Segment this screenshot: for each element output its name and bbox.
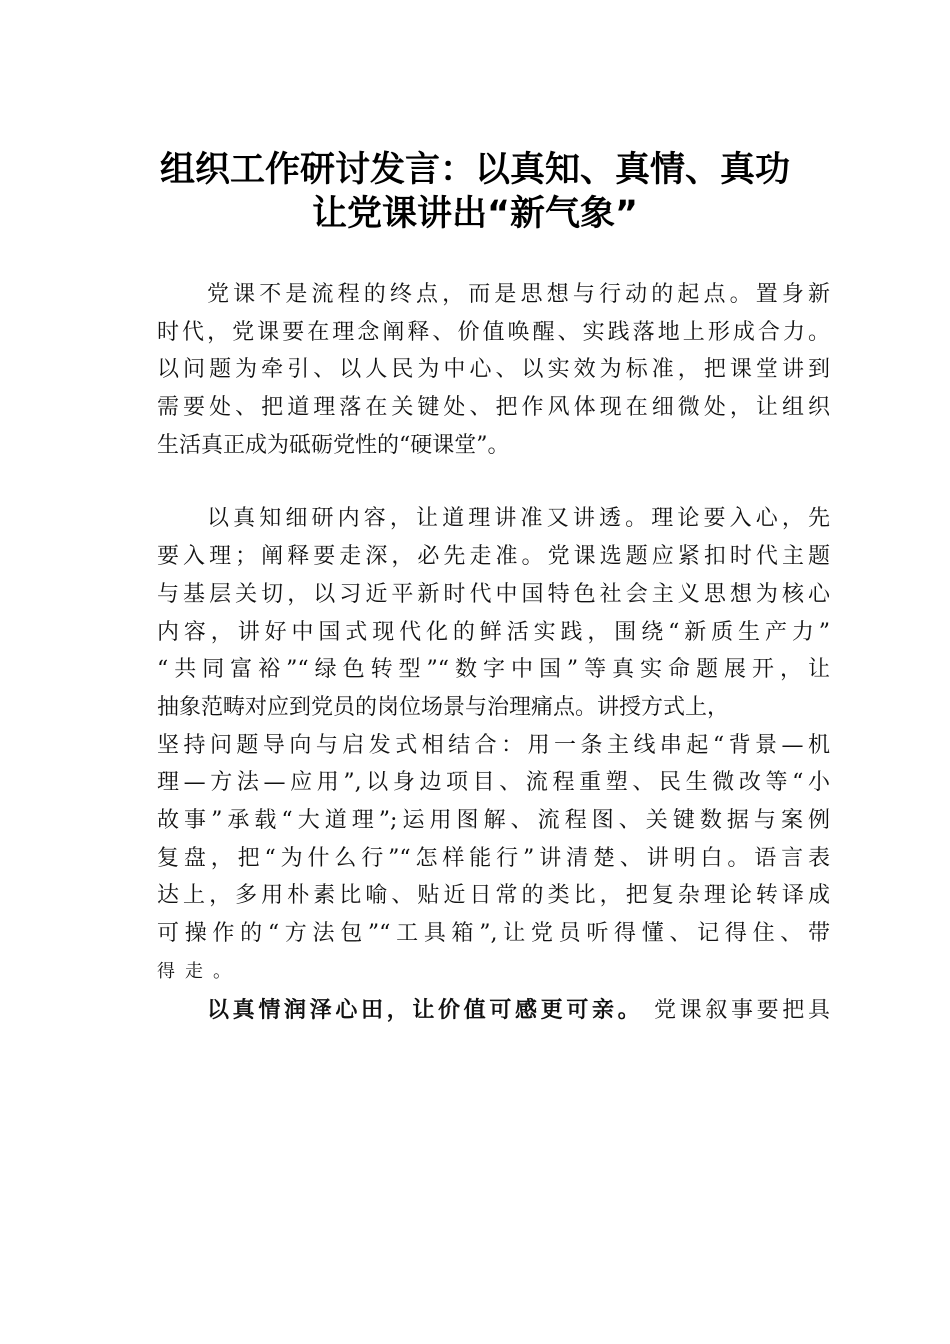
text-line (157, 992, 830, 1030)
paragraph-text: 党课叙事要把具 (653, 998, 830, 1024)
paragraph-3 (157, 992, 830, 1030)
document-title-line-2: 让党课讲出“新气象” (311, 194, 638, 234)
text-line: 与基层关切，以习近平新时代中国特色社会主义思想为核心 (157, 581, 830, 607)
text-line: 得走。 (157, 960, 241, 982)
text-line: “共同富裕”“绿色转型”“数字中国”等真实命题展开，让 (157, 657, 830, 683)
document-title-line-1: 组织工作研讨发言：以真知、真情、真功 (159, 150, 790, 190)
text-line: 内容，讲好中国式现代化的鲜活实践，围绕“新质生产力” (157, 619, 830, 645)
paragraph-2 (157, 500, 830, 990)
text-line: 以真知细研内容，让道理讲准又讲透。理论要入心，先 (207, 506, 830, 532)
text-line: 需要处、把道理落在关键处、把作风体现在细微处，让组织 (157, 395, 830, 421)
text-line: 故事”承载“大道理”;运用图解、流程图、关键数据与案例 (157, 807, 830, 833)
text-line: 生活真正成为砥砺党性的“硬课堂”。 (157, 432, 510, 458)
text-line: 要入理；阐释要走深，必先走准。党课选题应紧扣时代主题 (157, 544, 830, 570)
bold-lead-sentence: 以真情润泽心田，让价值可感更可亲。 (207, 997, 644, 1024)
text-line: 抽象范畴对应到党员的岗位场景与治理痛点。讲授方式上， (157, 694, 730, 720)
paragraph-1 (157, 276, 830, 464)
document-body (157, 276, 830, 1066)
text-line: 坚持问题导向与启发式相结合：用一条主线串起“背景—机 (157, 732, 830, 758)
text-line: 理—方法—应用”,以身边项目、流程重塑、民生微改等“小 (157, 770, 830, 796)
text-line: 以问题为牵引、以人民为中心、以实效为标准，把课堂讲到 (157, 357, 830, 383)
text-line: 时代，党课要在理念阐释、价值唤醒、实践落地上形成合力。 (157, 319, 830, 345)
text-line: 复盘，把“为什么行”“怎样能行”讲清楚、讲明白。语言表 (157, 845, 830, 871)
text-line: 可操作的“方法包”“工具箱”,让党员听得懂、记得住、带 (157, 921, 830, 946)
text-line: 达上，多用朴素比喻、贴近日常的类比，把复杂理论转译成 (157, 883, 830, 909)
text-line: 党课不是流程的终点，而是思想与行动的起点。置身新 (207, 282, 830, 307)
